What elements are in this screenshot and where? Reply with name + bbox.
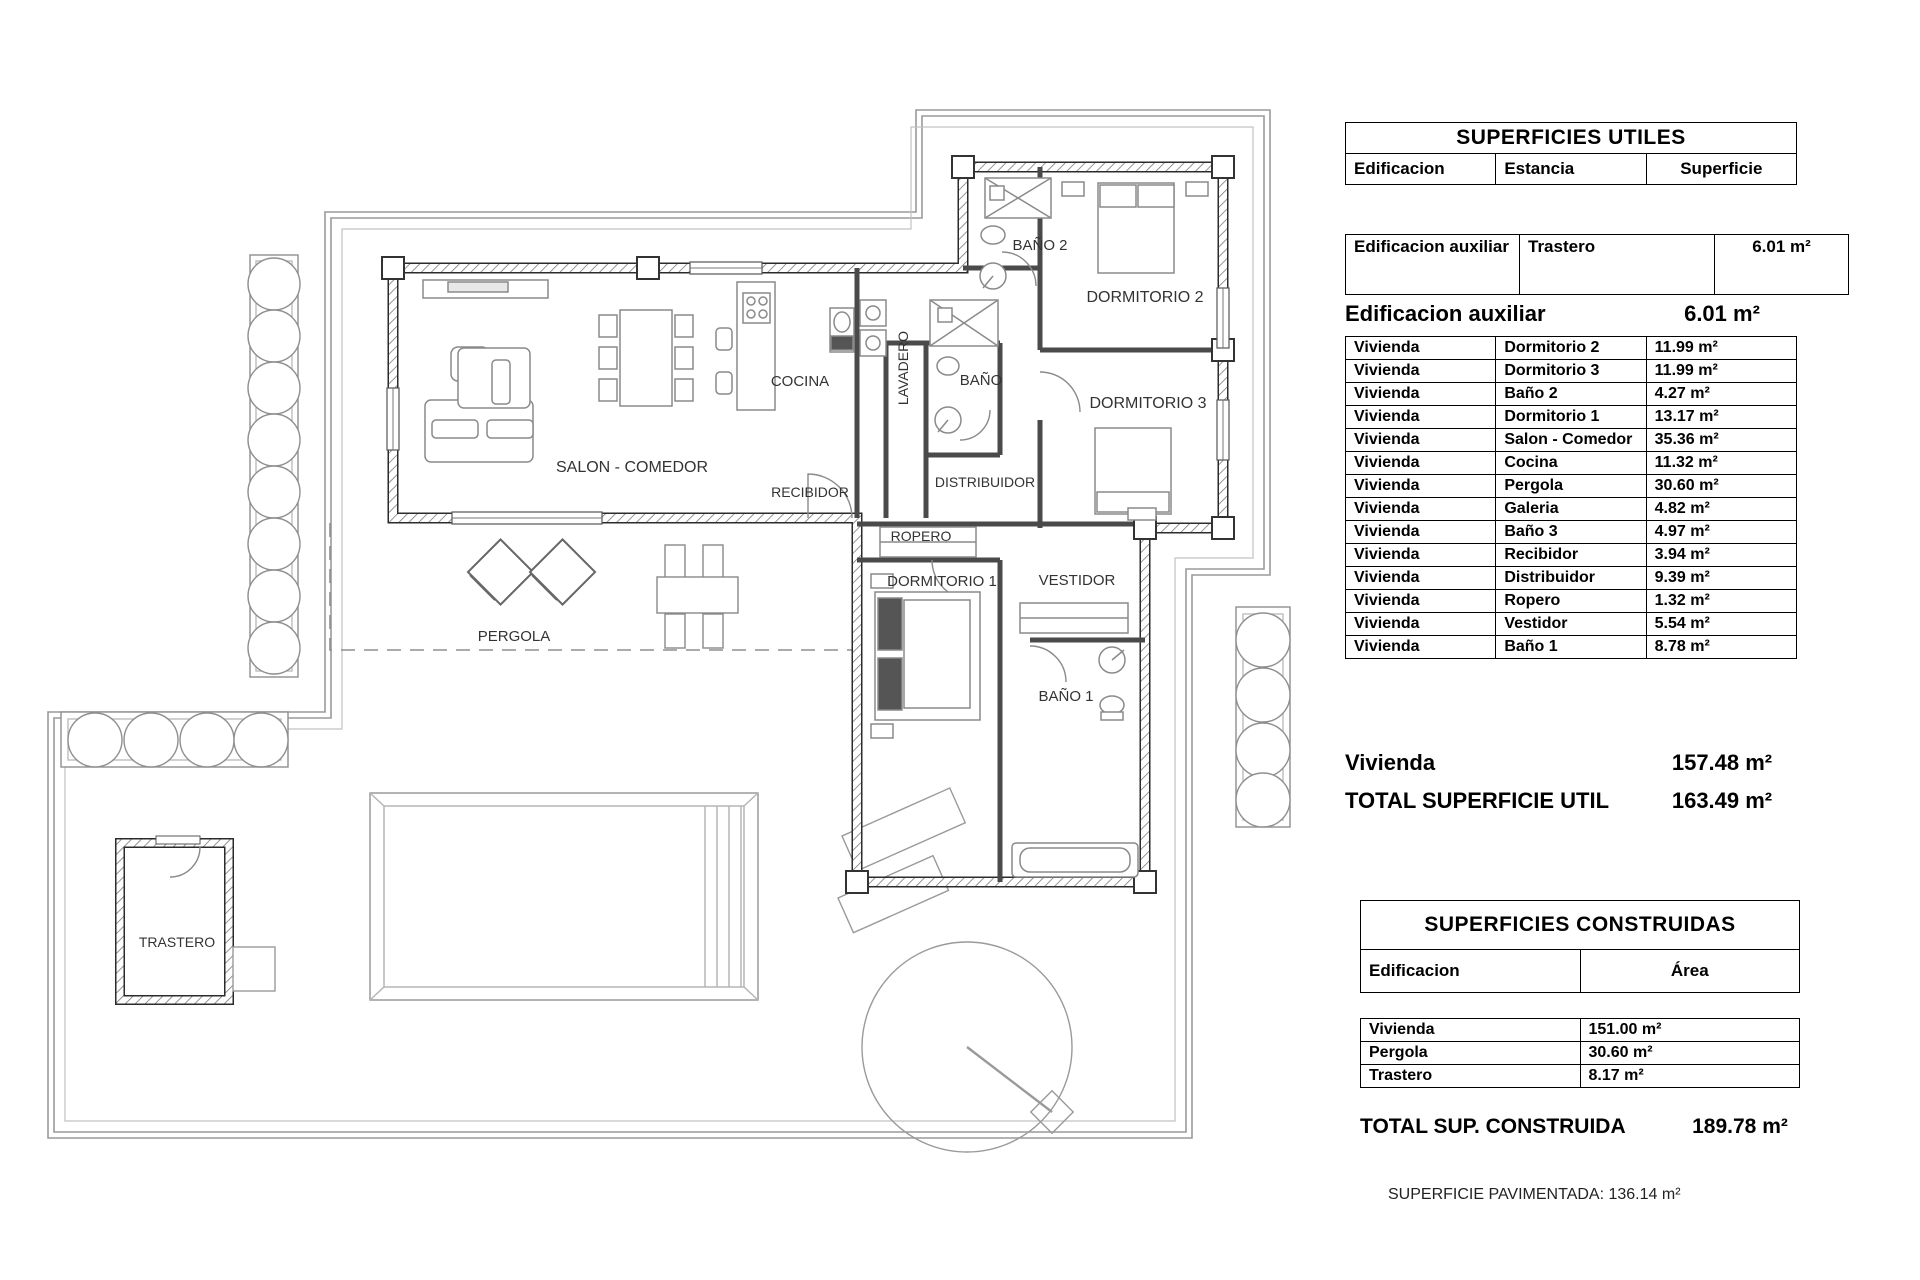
lavadero-appliances: [860, 300, 886, 356]
col-header-edificacion: Edificacion: [1346, 154, 1496, 185]
table-cell-edificacion: Vivienda: [1346, 567, 1496, 590]
table-row: [1346, 429, 1797, 452]
pergola-lounge-chairs: [468, 539, 595, 604]
table-cell-superficie: 4.97 m²: [1646, 521, 1796, 544]
table-cell-superficie: 3.94 m²: [1646, 544, 1796, 567]
room-label: DISTRIBUIDOR: [934, 474, 1036, 490]
vivienda-subtotal: [1345, 744, 1797, 782]
table-row: [1346, 337, 1797, 360]
table-cell-edificacion: Vivienda: [1346, 498, 1496, 521]
table-cell-edificacion: Vivienda: [1346, 406, 1496, 429]
table-row: [1346, 613, 1797, 636]
table-cell-edificacion: Vivienda: [1346, 452, 1496, 475]
table-row: [1361, 1019, 1800, 1042]
table-cell-estancia: Baño 2: [1496, 383, 1646, 406]
pool: [370, 793, 758, 1000]
aux-subtotal-value: 6.01 m²: [1684, 301, 1760, 326]
room-label: DORMITORIO 2: [1086, 289, 1204, 306]
table-title: SUPERFICIES CONSTRUIDAS: [1361, 901, 1800, 950]
table-cell-superficie: 11.32 m²: [1646, 452, 1796, 475]
table-cell-superficie: 9.39 m²: [1646, 567, 1796, 590]
tree-row-right: [1236, 607, 1290, 827]
table-cell-superficie: 30.60 m²: [1646, 475, 1796, 498]
pergola-area: [330, 523, 855, 650]
table-cell-estancia: Salon - Comedor: [1496, 429, 1646, 452]
bano-central-fixtures: [930, 300, 998, 433]
table-cell-edificacion: Vivienda: [1346, 613, 1496, 636]
table-cell-edificacion: Vivienda: [1346, 590, 1496, 613]
table-cell-estancia: Pergola: [1496, 475, 1646, 498]
aux-row-table: [1345, 234, 1849, 295]
total-superficie-util: [1345, 782, 1797, 820]
table-row: [1346, 544, 1797, 567]
vestidor-furniture: [1020, 603, 1128, 633]
table-cell-edificacion: Vivienda: [1361, 1019, 1581, 1042]
table-cell-superficie: 8.78 m²: [1646, 636, 1796, 659]
table-cell-edificacion: Vivienda: [1346, 337, 1496, 360]
room-label: DORMITORIO 3: [1089, 395, 1207, 412]
table-cell-superficie: 35.36 m²: [1646, 429, 1796, 452]
dormitorio3-furniture: [1095, 428, 1171, 520]
table-cell-estancia: Dormitorio 2: [1496, 337, 1646, 360]
kitchen-furniture: [716, 282, 854, 410]
table-cell-superficie: 4.82 m²: [1646, 498, 1796, 521]
trastero-building: [120, 836, 275, 1000]
salon-furniture: [423, 280, 693, 462]
construidas-rows-table: [1360, 1018, 1800, 1088]
vivienda-rows-table: [1345, 336, 1797, 659]
room-label: DORMITORIO 1: [887, 573, 997, 590]
total-util-label: TOTAL SUPERFICIE UTIL: [1345, 788, 1610, 813]
superficies-utiles-table: [1345, 122, 1797, 185]
col-header-edificacion: Edificacion: [1361, 950, 1581, 993]
col-header-superficie: Superficie: [1646, 154, 1796, 185]
table-cell-estancia: Distribuidor: [1496, 567, 1646, 590]
table-cell-superficie: 5.54 m²: [1646, 613, 1796, 636]
table-row: [1346, 498, 1797, 521]
vivienda-subtotal-value: 157.48 m²: [1671, 750, 1773, 775]
table-cell-edificacion: Vivienda: [1346, 544, 1496, 567]
table-cell-superficie: 4.27 m²: [1646, 383, 1796, 406]
col-header-area: Área: [1580, 950, 1800, 993]
total-construida-label: TOTAL SUP. CONSTRUIDA: [1360, 1115, 1626, 1138]
paved-surface-note: SUPERFICIE PAVIMENTADA: 136.14 m²: [1388, 1186, 1681, 1203]
aux-subtotal-label: Edificacion auxiliar: [1345, 301, 1546, 326]
room-label: BAÑO 2: [1012, 237, 1068, 254]
aux-superficie: 6.01 m²: [1715, 235, 1849, 295]
total-construida-value: 189.78 m²: [1692, 1115, 1788, 1138]
table-cell-estancia: Cocina: [1496, 452, 1646, 475]
tree-row-left: [248, 255, 300, 677]
table-cell-edificacion: Vivienda: [1346, 360, 1496, 383]
table-cell-area: 8.17 m²: [1580, 1065, 1800, 1088]
table-cell-estancia: Dormitorio 1: [1496, 406, 1646, 429]
room-label: COCINA: [770, 373, 830, 390]
table-cell-edificacion: Trastero: [1361, 1065, 1581, 1088]
table-row: [1361, 1065, 1800, 1088]
toilet: [937, 357, 959, 375]
vivienda-subtotal-label: Vivienda: [1345, 750, 1436, 775]
table-cell-estancia: Dormitorio 3: [1496, 360, 1646, 383]
table-row: [1346, 567, 1797, 590]
room-label: BAÑO 1: [1038, 688, 1094, 705]
table-row: [1346, 475, 1797, 498]
table-cell-estancia: Ropero: [1496, 590, 1646, 613]
room-label: BAÑO: [959, 372, 1003, 389]
table-cell-edificacion: Vivienda: [1346, 429, 1496, 452]
dining-table: [599, 310, 693, 406]
table-row: [1346, 452, 1797, 475]
table-cell-edificacion: Pergola: [1361, 1042, 1581, 1065]
pergola-table-set: [657, 545, 738, 648]
sofa: [425, 348, 533, 462]
table-title: SUPERFICIES UTILES: [1346, 123, 1797, 154]
col-header-estancia: Estancia: [1496, 154, 1646, 185]
table-cell-superficie: 11.99 m²: [1646, 360, 1796, 383]
total-sup-construida: [1360, 1108, 1800, 1146]
table-row: [1346, 590, 1797, 613]
room-label: RECIBIDOR: [771, 484, 849, 500]
total-util-value: 163.49 m²: [1671, 788, 1773, 813]
table-row: [1361, 1042, 1800, 1065]
room-label: PERGOLA: [477, 628, 551, 645]
table-cell-edificacion: Vivienda: [1346, 475, 1496, 498]
room-label: VESTIDOR: [1038, 572, 1116, 589]
tree-row-bottom-left: [61, 712, 288, 767]
aux-subtotal: [1345, 296, 1797, 332]
table-cell-estancia: Baño 3: [1496, 521, 1646, 544]
table-cell-superficie: 1.32 m²: [1646, 590, 1796, 613]
table-cell-edificacion: Vivienda: [1346, 521, 1496, 544]
aux-estancia: Trastero: [1520, 235, 1715, 295]
table-cell-estancia: Baño 1: [1496, 636, 1646, 659]
room-label: ROPERO: [890, 528, 952, 544]
table-row: [1346, 636, 1797, 659]
toilet: [981, 226, 1005, 244]
table-cell-edificacion: Vivienda: [1346, 636, 1496, 659]
table-row: [1346, 383, 1797, 406]
table-row: [1346, 360, 1797, 383]
pool-steps: [705, 806, 741, 987]
table-cell-area: 30.60 m²: [1580, 1042, 1800, 1065]
aux-edificacion: Edificacion auxiliar: [1346, 235, 1520, 295]
bano1-fixtures: [1012, 647, 1138, 877]
table-row: [1346, 406, 1797, 429]
table-cell-estancia: Galeria: [1496, 498, 1646, 521]
room-label: SALON - COMEDOR: [555, 459, 709, 476]
table-cell-estancia: Vestidor: [1496, 613, 1646, 636]
table-cell-estancia: Recibidor: [1496, 544, 1646, 567]
table-cell-superficie: 13.17 m²: [1646, 406, 1796, 429]
room-label: LAVADERO: [895, 330, 911, 406]
table-cell-edificacion: Vivienda: [1346, 383, 1496, 406]
table-cell-area: 151.00 m²: [1580, 1019, 1800, 1042]
room-label: TRASTERO: [138, 934, 216, 950]
dormitorio2-furniture: [1062, 182, 1208, 273]
table-cell-superficie: 11.99 m²: [1646, 337, 1796, 360]
superficies-construidas-table: [1360, 900, 1800, 993]
table-row: [1346, 521, 1797, 544]
